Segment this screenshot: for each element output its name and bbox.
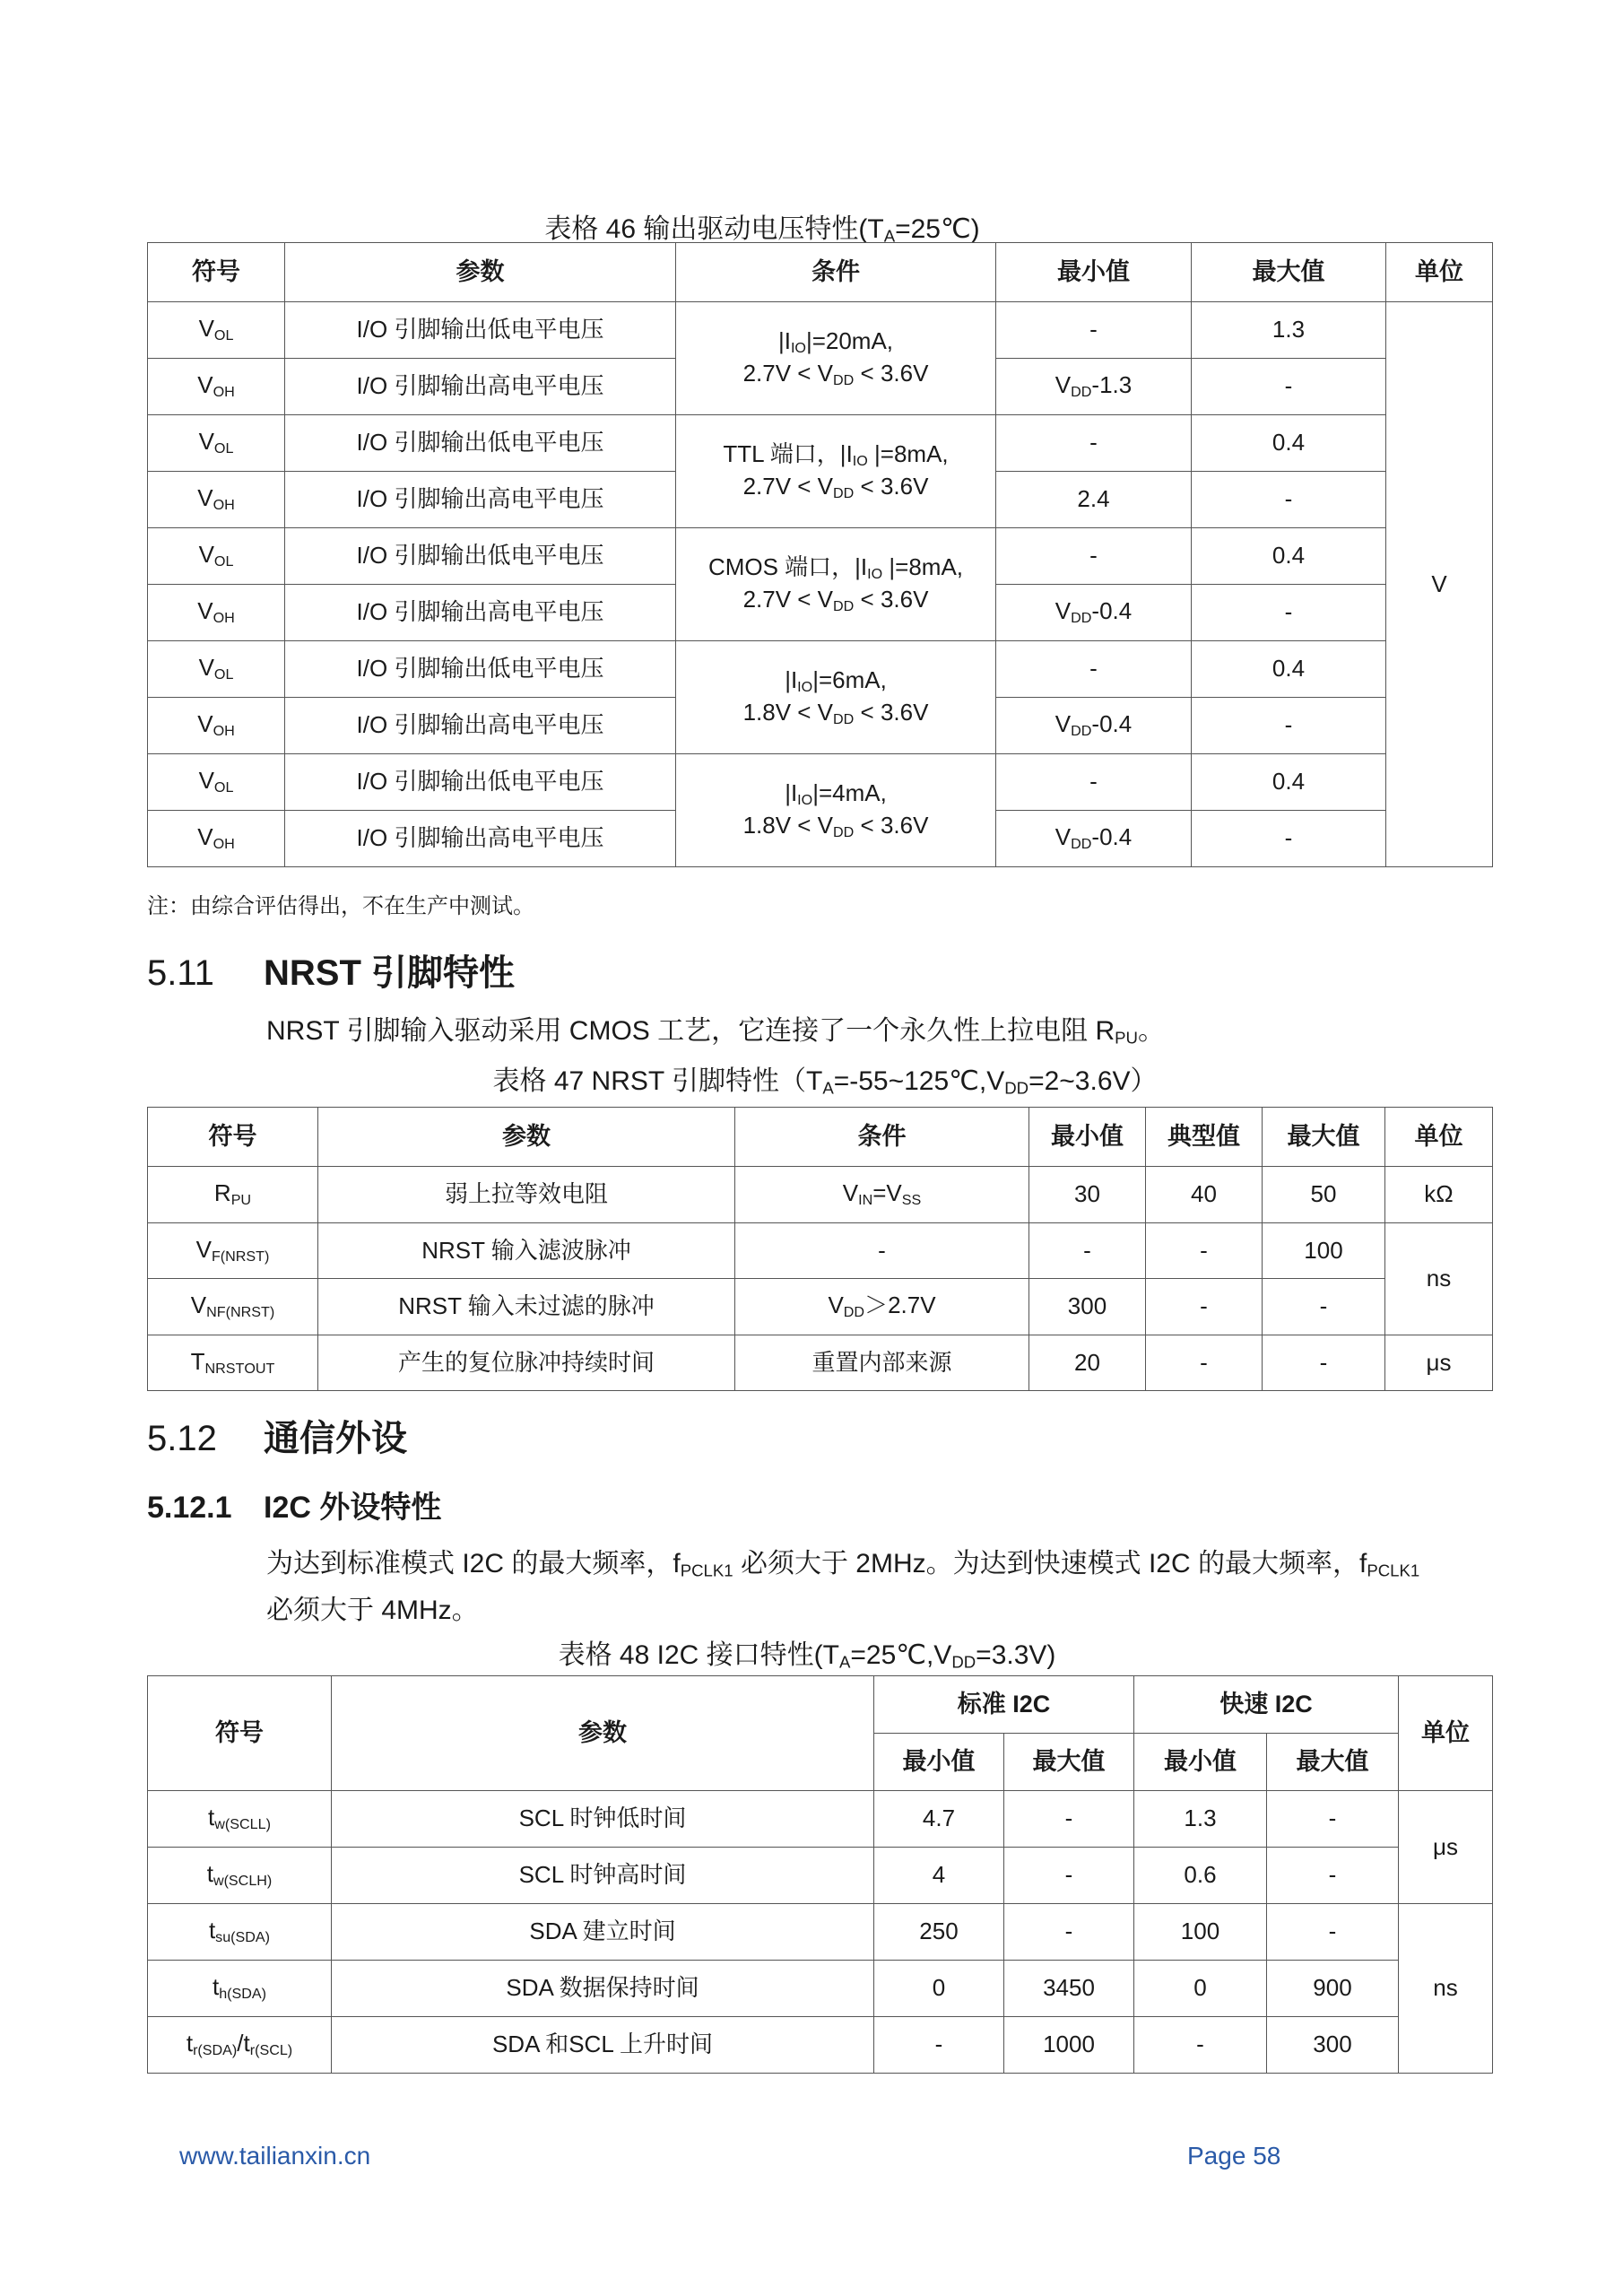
col-header-symbol: 符号 <box>148 243 285 302</box>
col-header-unit: 单位 <box>1385 1108 1493 1167</box>
symbol-cell: $V_{OH}$ <box>148 472 285 528</box>
condition-cell <box>676 415 996 528</box>
symbol-cell: $V_{OL}$ <box>148 641 285 698</box>
param-cell: I/O 引脚输出高电平电压 <box>285 698 676 754</box>
max-cell: - <box>1192 811 1386 867</box>
min-cell: 2.4 <box>996 472 1192 528</box>
condition-cell <box>676 754 996 867</box>
col-header-param: 参数 <box>318 1108 735 1167</box>
col-header-max: 最大值 <box>1192 243 1386 302</box>
col-header-std-max: 最大值 <box>1004 1734 1134 1791</box>
std-max-cell: - <box>1004 1848 1134 1904</box>
symbol-cell: $R_{PU}$ <box>148 1167 318 1223</box>
col-header-symbol: 符号 <box>148 1108 318 1167</box>
fast-max-cell: 900 <box>1267 1961 1399 2017</box>
min-cell: $V_{DD}-0.4$ <box>996 698 1192 754</box>
min-cell: 20 <box>1029 1335 1146 1391</box>
table-row <box>148 528 1493 585</box>
table-row <box>148 1335 1493 1391</box>
condition-line: $|I_{IO}|=20mA$, <box>777 326 894 356</box>
min-cell: $V_{DD}-0.4$ <box>996 585 1192 641</box>
param-cell: SDA 数据保持时间 <box>332 1961 874 2017</box>
section-title: I2C 外设特性 <box>264 1491 442 1525</box>
param-cell: I/O 引脚输出高电平电压 <box>285 585 676 641</box>
std-min-cell: 0 <box>874 1961 1004 2017</box>
fast-min-cell: 100 <box>1134 1904 1267 1961</box>
std-min-cell: 250 <box>874 1904 1004 1961</box>
symbol-cell: $V_{OH}$ <box>148 698 285 754</box>
std-min-cell: - <box>874 2017 1004 2074</box>
unit-cell: μs <box>1399 1791 1493 1904</box>
symbol-cell: $t_{w(SCLL)}$ <box>148 1791 332 1848</box>
condition-line: $2.7V < V_{DD} < 3.6V$ <box>742 472 929 501</box>
unit-cell: ns <box>1385 1223 1493 1335</box>
paragraph-line: 为达到标准模式 I2C 的最大频率，$f_{PCLK1}$ 必须大于 2MHz。为达到快速模式 I2C 的最大频率，$f_{PCLK1}$ <box>266 1549 1420 1580</box>
symbol-cell: $V_{OL}$ <box>148 754 285 811</box>
paragraph-line: 必须大于 4MHz。 <box>266 1595 479 1625</box>
col-header-condition: 条件 <box>676 243 996 302</box>
col-header-param: 参数 <box>332 1676 874 1791</box>
max-cell: 50 <box>1263 1167 1385 1223</box>
table-row <box>148 1848 1493 1904</box>
unit-cell: kΩ <box>1385 1167 1493 1223</box>
min-cell: - <box>996 415 1192 472</box>
condition-cell: 重置内部来源 <box>735 1335 1029 1391</box>
condition-line: $2.7V < V_{DD} < 3.6V$ <box>742 359 929 388</box>
condition-line: CMOS 端口，$|I_{IO}$ |=8mA, <box>707 552 964 582</box>
param-cell: I/O 引脚输出高电平电压 <box>285 472 676 528</box>
table47-caption: 表格 47 NRST 引脚特性$(T_A=-55\sim 125℃,V_{DD}=2\sim 3.6V)$ <box>492 1066 1158 1098</box>
table-row <box>148 1223 1493 1279</box>
table-row <box>148 1167 1493 1223</box>
table48 <box>147 1675 1493 2074</box>
max-cell: - <box>1263 1279 1385 1335</box>
param-cell: I/O 引脚输出低电平电压 <box>285 528 676 585</box>
max-cell: - <box>1192 698 1386 754</box>
condition-cell <box>676 302 996 415</box>
max-cell: - <box>1263 1335 1385 1391</box>
min-cell: - <box>996 641 1192 698</box>
symbol-cell: $V_{OL}$ <box>148 415 285 472</box>
unit-cell: ns <box>1399 1904 1493 2074</box>
section-5-12-1-paragraph <box>266 1544 1495 1631</box>
fast-max-cell: - <box>1267 1848 1399 1904</box>
section-5-12-heading <box>147 1410 407 1461</box>
param-cell: I/O 引脚输出低电平电压 <box>285 415 676 472</box>
param-cell: SDA 建立时间 <box>332 1904 874 1961</box>
min-cell: - <box>996 528 1192 585</box>
footer-page-number <box>1187 2142 1280 2170</box>
table-row <box>148 641 1493 698</box>
param-cell: NRST 输入未过滤的脉冲 <box>318 1279 735 1335</box>
condition-line: $|I_{IO}|=6mA$, <box>785 665 887 695</box>
min-cell: $V_{DD}-0.4$ <box>996 811 1192 867</box>
section-number: 5.12.1 <box>147 1491 232 1525</box>
table-row <box>148 754 1493 811</box>
col-header-unit: 单位 <box>1386 243 1493 302</box>
symbol-cell: $t_{w(SCLH)}$ <box>148 1848 332 1904</box>
symbol-cell: $t_{su(SDA)}$ <box>148 1904 332 1961</box>
table46 <box>147 242 1493 867</box>
condition-line: $1.8V < V_{DD} < 3.6V$ <box>742 698 929 727</box>
col-header-condition: 条件 <box>735 1108 1029 1167</box>
param-cell: I/O 引脚输出低电平电压 <box>285 302 676 359</box>
col-header-typ: 典型值 <box>1146 1108 1263 1167</box>
std-max-cell: 3450 <box>1004 1961 1134 2017</box>
typ-cell: 40 <box>1146 1167 1263 1223</box>
condition-cell <box>676 528 996 641</box>
std-max-cell: - <box>1004 1791 1134 1848</box>
table-row <box>148 1279 1493 1335</box>
condition-cell <box>676 641 996 754</box>
param-cell: I/O 引脚输出高电平电压 <box>285 811 676 867</box>
col-header-min: 最小值 <box>1029 1108 1146 1167</box>
min-cell: - <box>1029 1223 1146 1279</box>
max-cell: 0.4 <box>1192 641 1386 698</box>
max-cell: 1.3 <box>1192 302 1386 359</box>
section-5-11-heading <box>147 944 515 996</box>
symbol-cell: $t_{r(SDA)}/t_{r(SCL)}$ <box>148 2017 332 2074</box>
symbol-cell: $t_{h(SDA)}$ <box>148 1961 332 2017</box>
max-cell: - <box>1192 472 1386 528</box>
std-max-cell: 1000 <box>1004 2017 1134 2074</box>
table-row <box>148 2017 1493 2074</box>
table48-caption: 表格 48 I2C 接口特性$(T_A=25℃,V_{DD}=3.3V)$ <box>558 1640 1056 1672</box>
section-title: 通信外设 <box>264 1419 407 1458</box>
min-cell: 30 <box>1029 1167 1146 1223</box>
col-header-param: 参数 <box>285 243 676 302</box>
col-header-fast-max: 最大值 <box>1267 1734 1399 1791</box>
param-cell: SCL 时钟高时间 <box>332 1848 874 1904</box>
fast-max-cell: - <box>1267 1904 1399 1961</box>
fast-max-cell: - <box>1267 1791 1399 1848</box>
fast-min-cell: 0 <box>1134 1961 1267 2017</box>
param-cell: I/O 引脚输出低电平电压 <box>285 641 676 698</box>
page-label: Page <box>1187 2142 1246 2170</box>
condition-cell: - <box>735 1223 1029 1279</box>
section-5-11-paragraph: NRST 引脚输入驱动采用 CMOS 工艺，它连接了一个永久性上拉电阻 $R_{PU}$。 <box>266 1016 1165 1048</box>
condition-line: TTL 端口，$|I_{IO}$ |=8mA, <box>723 439 949 469</box>
symbol-cell: $V_{OL}$ <box>148 528 285 585</box>
col-header-max: 最大值 <box>1263 1108 1385 1167</box>
param-cell: NRST 输入滤波脉冲 <box>318 1223 735 1279</box>
min-cell: - <box>996 302 1192 359</box>
section-title: NRST 引脚特性 <box>264 953 515 993</box>
col-header-std-min: 最小值 <box>874 1734 1004 1791</box>
col-header-unit: 单位 <box>1399 1676 1493 1791</box>
std-min-cell: 4 <box>874 1848 1004 1904</box>
col-header-standard-i2c: 标准 I2C <box>874 1676 1134 1734</box>
fast-min-cell: 0.6 <box>1134 1848 1267 1904</box>
col-header-min: 最小值 <box>996 243 1192 302</box>
param-cell: SCL 时钟低时间 <box>332 1791 874 1848</box>
symbol-cell: $V_{F(NRST)}$ <box>148 1223 318 1279</box>
std-min-cell: 4.7 <box>874 1791 1004 1848</box>
table-row <box>148 1961 1493 2017</box>
footer-website[interactable]: www.tailianxin.cn <box>179 2142 371 2170</box>
max-cell: 0.4 <box>1192 415 1386 472</box>
table-row <box>148 415 1493 472</box>
page-number: 58 <box>1253 2142 1281 2170</box>
table46-caption: 表格 46 输出驱动电压特性$(T_A=25℃)$ <box>544 214 980 246</box>
typ-cell: - <box>1146 1335 1263 1391</box>
table-row <box>148 1904 1493 1961</box>
min-cell: - <box>996 754 1192 811</box>
table47 <box>147 1107 1493 1391</box>
symbol-cell: $T_{NRSTOUT}$ <box>148 1335 318 1391</box>
typ-cell: - <box>1146 1223 1263 1279</box>
col-header-fast-min: 最小值 <box>1134 1734 1267 1791</box>
condition-line: $1.8V < V_{DD} < 3.6V$ <box>742 811 929 840</box>
fast-min-cell: - <box>1134 2017 1267 2074</box>
table46-note: 注：由综合评估得出，不在生产中测试。 <box>147 894 534 918</box>
condition-line: $|I_{IO}|=4mA$, <box>785 778 887 808</box>
param-cell: 弱上拉等效电阻 <box>318 1167 735 1223</box>
param-cell: SDA 和SCL 上升时间 <box>332 2017 874 2074</box>
max-cell: 0.4 <box>1192 754 1386 811</box>
symbol-cell: $V_{OL}$ <box>148 302 285 359</box>
param-cell: I/O 引脚输出高电平电压 <box>285 359 676 415</box>
col-header-fast-i2c: 快速 I2C <box>1134 1676 1399 1734</box>
std-max-cell: - <box>1004 1904 1134 1961</box>
condition-cell: $V_{DD}>2.7V$ <box>735 1279 1029 1335</box>
section-number: 5.12 <box>147 1419 217 1458</box>
max-cell: - <box>1192 359 1386 415</box>
table-row <box>148 302 1493 359</box>
max-cell: - <box>1192 585 1386 641</box>
min-cell: 300 <box>1029 1279 1146 1335</box>
typ-cell: - <box>1146 1279 1263 1335</box>
max-cell: 100 <box>1263 1223 1385 1279</box>
symbol-cell: $V_{OH}$ <box>148 359 285 415</box>
symbol-cell: $V_{OH}$ <box>148 811 285 867</box>
section-number: 5.11 <box>147 953 214 993</box>
symbol-cell: $V_{OH}$ <box>148 585 285 641</box>
fast-min-cell: 1.3 <box>1134 1791 1267 1848</box>
max-cell: 0.4 <box>1192 528 1386 585</box>
condition-cell: $V_{IN}=V_{SS}$ <box>735 1167 1029 1223</box>
param-cell: 产生的复位脉冲持续时间 <box>318 1335 735 1391</box>
condition-line: $2.7V < V_{DD} < 3.6V$ <box>742 585 929 614</box>
unit-cell: μs <box>1385 1335 1493 1391</box>
col-header-symbol: 符号 <box>148 1676 332 1791</box>
min-cell: $V_{DD}-1.3$ <box>996 359 1192 415</box>
unit-cell: V <box>1386 302 1493 867</box>
symbol-cell: $V_{NF(NRST)}$ <box>148 1279 318 1335</box>
param-cell: I/O 引脚输出低电平电压 <box>285 754 676 811</box>
section-5-12-1-heading <box>147 1483 441 1526</box>
fast-max-cell: 300 <box>1267 2017 1399 2074</box>
table-row <box>148 1791 1493 1848</box>
